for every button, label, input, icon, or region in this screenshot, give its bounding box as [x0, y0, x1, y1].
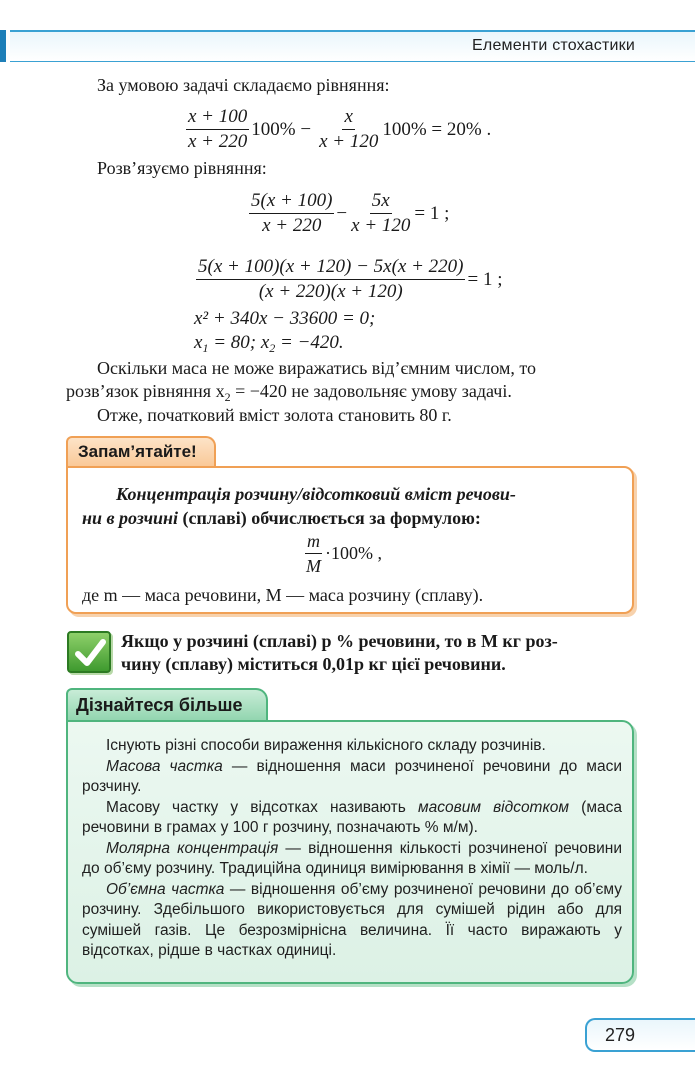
- page-number: 279: [605, 1025, 636, 1045]
- numerator: x + 100: [186, 106, 249, 130]
- equation-text: x: [194, 332, 203, 353]
- learn-paragraph: [82, 757, 622, 798]
- equation-text: 100% = 20% .: [382, 118, 492, 140]
- fraction: [304, 530, 323, 577]
- remember-formula: [302, 530, 382, 577]
- numerator: x: [342, 106, 354, 130]
- equation-text: = −420.: [275, 332, 344, 353]
- subscript: 2: [269, 341, 276, 355]
- numerator: m: [305, 530, 322, 554]
- numerator: 5(x + 100): [249, 190, 334, 214]
- numerator: 5x: [370, 190, 392, 214]
- equation-text: 100% −: [251, 118, 312, 140]
- note-line: Якщо у розчині (сплаві) p % речовини, то в M кг роз-: [121, 631, 558, 651]
- text-span: Масову частку у відсотках називають: [106, 798, 418, 816]
- equation-text: −: [336, 202, 348, 224]
- remember-title: Запам’ятайте!: [78, 442, 197, 461]
- text-span: Існують різні способи вираження кількісного складу розчинів.: [106, 737, 546, 754]
- note-line: чину (сплаву) міститься 0,01p кг цієї речовини.: [121, 654, 506, 674]
- equation-text: = 1 ;: [467, 268, 503, 290]
- denominator: (x + 220)(x + 120): [258, 281, 403, 302]
- learn-more-text: [82, 736, 622, 962]
- text-span: розв’язок рівняння x: [66, 381, 225, 401]
- subscript: 1: [202, 341, 209, 355]
- remember-tab: [66, 436, 216, 468]
- fraction: [349, 190, 412, 237]
- remember-line: [82, 507, 481, 529]
- equation-1: [184, 106, 491, 153]
- denominator: x + 120: [351, 215, 411, 236]
- learn-paragraph: [82, 839, 622, 880]
- equation-4: x² + 340x − 33600 = 0;: [194, 308, 376, 329]
- text-span: Концентрація розчину/відсотковий вміст речови-: [116, 484, 516, 504]
- text-span: (сплаві) обчислюється за формулою:: [178, 508, 481, 528]
- term: Масова частка: [106, 757, 223, 775]
- equation-text: = 1 ;: [414, 202, 450, 224]
- text-span: — відношення кількості розчиненої речовини до об’єму розчину. Традиційна одиниця вимірювання в хімії — моль/л.: [82, 839, 622, 877]
- equation-text: ·100% ,: [325, 543, 382, 563]
- header-title: Елементи стохастики: [472, 37, 635, 54]
- text-span: (маса речовини в грамах у 100 г розчину, позначають % м/м).: [82, 798, 622, 836]
- text-span: ни в розчині: [82, 508, 179, 528]
- remember-line: де m — маса речовини, M — маса розчину (сплаву).: [82, 585, 484, 605]
- fraction: [249, 190, 334, 237]
- fraction: [196, 256, 465, 303]
- page-header: [0, 30, 695, 62]
- text-span: — відношення об’єму розчиненої речовини до об’єму розчину. Здебільшого використовується для сумішей рідин або для сумішей газів. Це безрозмірнісна величина. Її часто виражають у відсотках, рідше в частках одиниці.: [82, 880, 622, 959]
- checkmark-icon: [67, 631, 111, 673]
- denominator: x + 220: [188, 131, 248, 152]
- learn-paragraph: [82, 736, 622, 757]
- equation-5: [194, 332, 344, 359]
- fraction: [186, 106, 249, 153]
- learn-paragraph: [82, 798, 622, 839]
- text-span: = −420 не задовольняє умову задачі.: [230, 381, 512, 401]
- learn-paragraph: [82, 880, 622, 962]
- term: Об’ємна частка: [106, 880, 225, 898]
- equation-3: [194, 256, 502, 303]
- subscript: 2: [224, 390, 231, 404]
- term: Молярна концентрація: [106, 839, 279, 857]
- page-number-box: [585, 1018, 695, 1052]
- intro-line: За умовою задачі складаємо рівняння:: [97, 75, 390, 95]
- equation-2: [247, 190, 449, 237]
- denominator: x + 120: [319, 131, 379, 152]
- header-accent-mark: [0, 30, 6, 62]
- paragraph-line: Оскільки маса не може виражатись від’ємним числом, то: [97, 358, 537, 378]
- conclusion-line: Отже, початковий вміст золота становить 80 г.: [97, 405, 452, 425]
- learn-more-title: Дізнайтеся більше: [76, 695, 243, 715]
- numerator: 5(x + 100)(x + 120) − 5x(x + 220): [196, 256, 465, 280]
- denominator: x + 220: [262, 215, 322, 236]
- remember-line: [116, 483, 516, 505]
- solve-line: Розв’язуємо рівняння:: [97, 158, 267, 178]
- equation-text: = 80; x: [208, 332, 270, 353]
- fraction: [317, 106, 380, 153]
- learn-more-tab: [66, 688, 268, 722]
- term: масовим відсотком: [418, 798, 570, 816]
- denominator: M: [306, 556, 321, 576]
- text-span: — відношення маси розчиненої речовини до маси розчину.: [82, 757, 622, 795]
